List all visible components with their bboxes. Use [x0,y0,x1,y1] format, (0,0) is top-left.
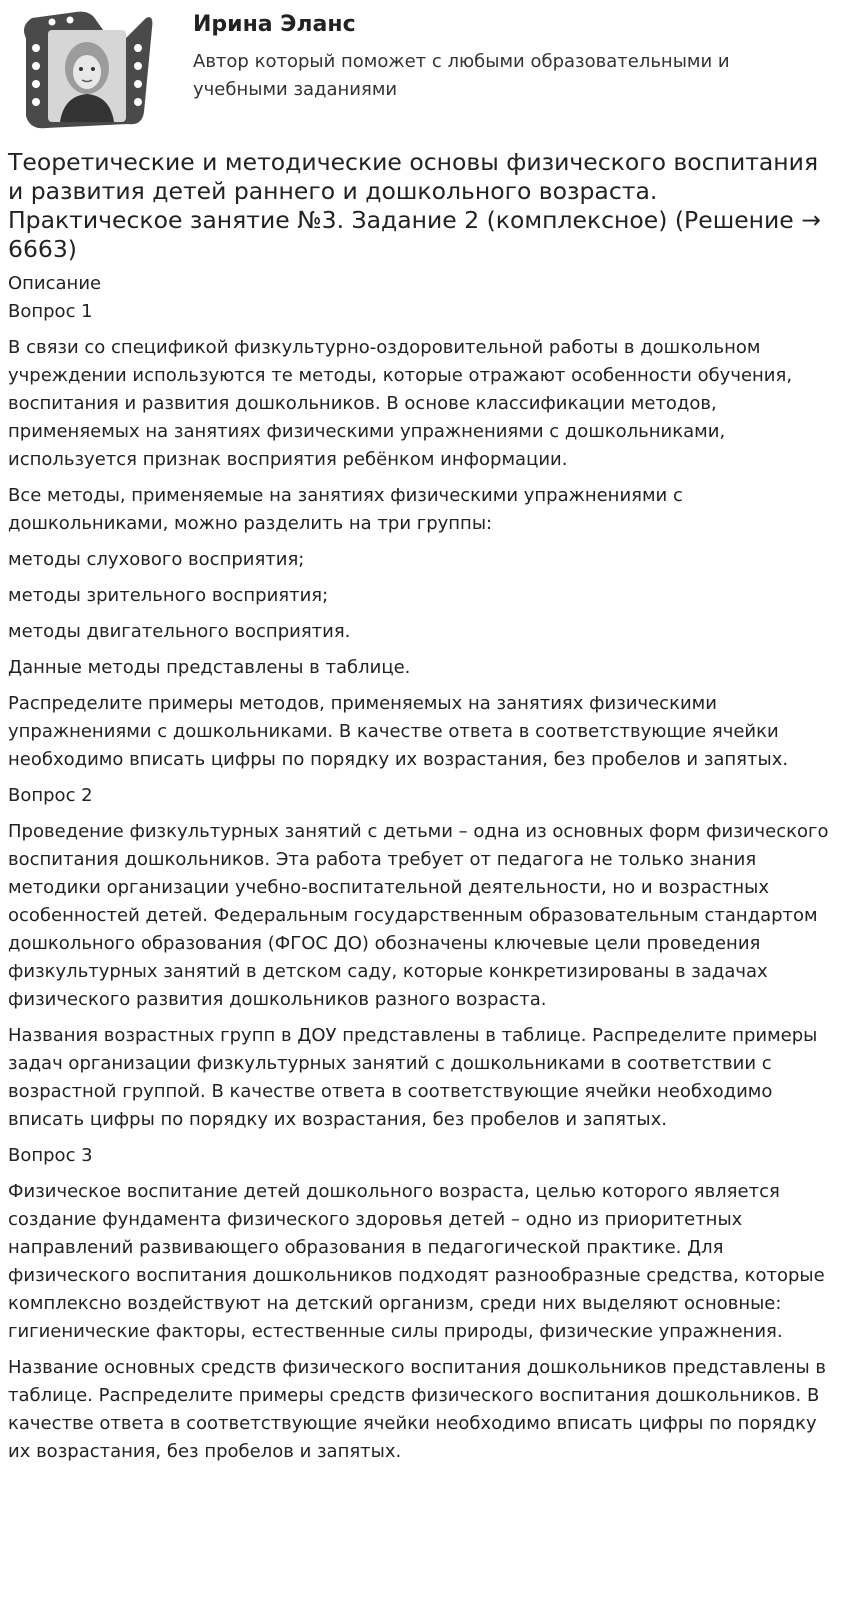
question-1 [8,298,839,774]
author-bio: Автор который поможет с любыми образовательными и учебными заданиями [193,51,730,100]
question-label: Вопрос 2 [8,785,93,806]
question-paragraph: методы двигательного восприятия. [8,621,351,642]
page-title: Теоретические и методические основы физического воспитания и развития детей раннего и дошкольного возраста. Практическое занятие №3. Задание 2 (комплексное) (Решение → 6663) [8,148,821,263]
author-name[interactable]: Ирина Эланс [193,12,356,37]
author-card [8,0,839,140]
question-paragraph: Распределите примеры методов, применяемых на занятиях физическими упражнениями с дошкольниками. В качестве ответа в соответствующие ячейки необходимо вписать цифры по порядку их возрастания, без пробелов и запятых. [8,693,789,770]
question-2 [8,782,839,1134]
question-paragraph: Названия возрастных групп в ДОУ представлены в таблице. Распределите примеры задач организации физкультурных занятий с дошкольниками в соответствии с возрастной группой. В качестве ответа в соответствующие ячейки необходимо вписать цифры по порядку их возрастания, без пробелов и запятых. [8,1025,818,1130]
question-label: Вопрос 3 [8,1145,93,1166]
question-paragraph: Физическое воспитание детей дошкольного возраста, целью которого является создание фундамента физического здоровья детей – одно из приоритетных направлений развивающего образования в педагогической практике. Для физического воспитания дошкольников подходят разнообразные средства, которые комплексно воздействуют на детский организм, среди них выделяют основные: гигиенические факторы, естественные силы природы, физические упражнения. [8,1181,825,1342]
question-3 [8,1142,839,1466]
description-label: Описание [8,273,102,294]
question-paragraph: методы зрительного восприятия; [8,585,329,606]
author-avatar-icon[interactable] [16,8,156,132]
question-paragraph: В связи со спецификой физкультурно-оздоровительной работы в дошкольном учреждении используются те методы, которые отражают особенности обучения, воспитания и развития дошкольников. В основе классификации методов, применяемых на занятиях физическими упражнениями с дошкольниками, используется признак восприятия ребёнком информации. [8,337,793,470]
question-paragraph: Все методы, применяемые на занятиях физическими упражнениями с дошкольниками, можно разделить на три группы: [8,485,683,534]
question-paragraph: Данные методы представлены в таблице. [8,657,411,678]
question-label: Вопрос 1 [8,301,93,322]
question-paragraph: Название основных средств физического воспитания дошкольников представлены в таблице. Распределите примеры средств физического воспитания дошкольников. В качестве ответа в соответствующие ячейки необходимо вписать цифры по порядку их возрастания, без пробелов и запятых. [8,1357,827,1462]
question-paragraph: Проведение физкультурных занятий с детьми – одна из основных форм физического воспитания дошкольников. Эта работа требует от педагога не только знания методики организации учебно-воспитательной деятельности, но и возрастных особенностей детей. Федеральным государственным образовательным стандартом дошкольного образования (ФГОС ДО) обозначены ключевые цели проведения физкультурных занятий в детском саду, которые конкретизированы в задачах физического развития дошкольников разного возраста. [8,821,829,1010]
question-paragraph: методы слухового восприятия; [8,549,305,570]
